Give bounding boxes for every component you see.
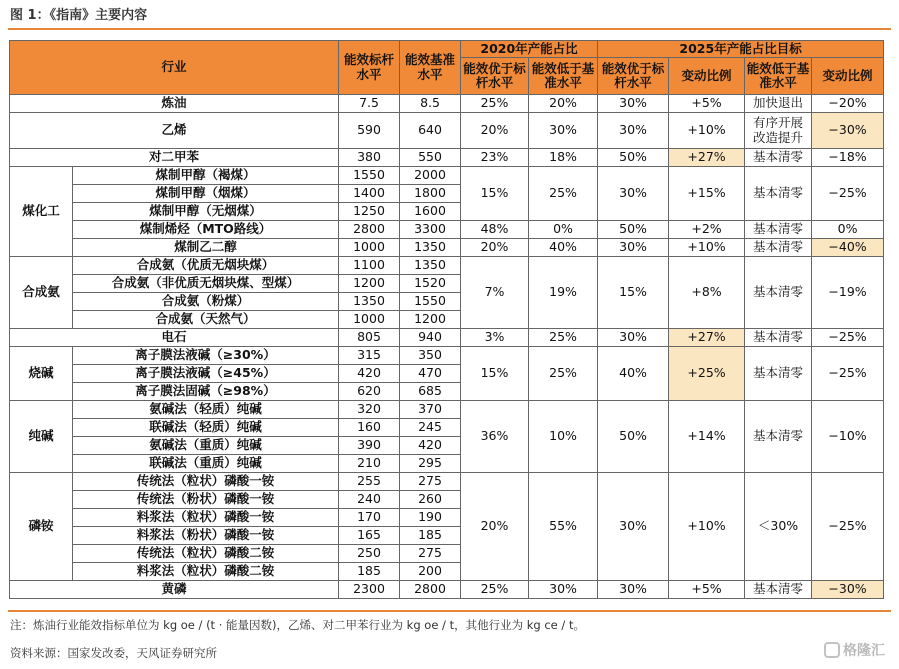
- cell-benchmark: 315: [339, 347, 400, 365]
- row-name: 合成氨（天然气）: [73, 311, 339, 329]
- cell-baseline: 185: [400, 527, 461, 545]
- row-name: 合成氨（优质无烟块煤）: [73, 257, 339, 275]
- cell-baseline: 550: [400, 149, 461, 167]
- table-row: [10, 329, 884, 347]
- cell-baseline: 640: [400, 113, 461, 149]
- cell-change-1: +14%: [669, 401, 745, 473]
- cell-baseline: 1200: [400, 311, 461, 329]
- table-row: [10, 167, 884, 185]
- category-label: 烧碱: [10, 347, 73, 401]
- cell-change-2: −25%: [812, 167, 884, 221]
- cell-worse-2025: 基本清零: [745, 149, 812, 167]
- cell-benchmark: 620: [339, 383, 400, 401]
- table-row: [10, 257, 884, 275]
- row-name: 离子膜法液碱（≥45%）: [73, 365, 339, 383]
- watermark-text: 格隆汇: [843, 643, 885, 659]
- cell-better-2025: 50%: [598, 221, 669, 239]
- cell-benchmark: 240: [339, 491, 400, 509]
- row-name: 料浆法（粒状）磷酸二铵: [73, 563, 339, 581]
- table-row: [10, 347, 884, 365]
- cell-worse-2025: 有序开展改造提升: [745, 113, 812, 149]
- cell-better-2025: 30%: [598, 581, 669, 599]
- cell-worse-2020: 40%: [529, 239, 598, 257]
- table-row: [10, 401, 884, 419]
- row-name: 传统法（粒状）磷酸二铵: [73, 545, 339, 563]
- row-name: 煤制甲醇（无烟煤）: [73, 203, 339, 221]
- cell-baseline: 1550: [400, 293, 461, 311]
- table-note: 注：炼油行业能效指标单位为 kg oe / (t · 能量因数)，乙烯、对二甲苯行业为 kg oe / t，其他行业为 kg ce / t。: [10, 618, 585, 632]
- cell-better-2025: 40%: [598, 347, 669, 401]
- cell-benchmark: 170: [339, 509, 400, 527]
- cell-baseline: 275: [400, 473, 461, 491]
- table-row: [10, 581, 884, 599]
- category-label: 煤化工: [10, 167, 73, 257]
- cell-better-2025: 50%: [598, 149, 669, 167]
- row-name: 氨碱法（轻质）纯碱: [73, 401, 339, 419]
- cell-change-2: −30%: [812, 113, 884, 149]
- cell-baseline: 940: [400, 329, 461, 347]
- figure-title: 图 1：《指南》主要内容: [10, 8, 148, 23]
- cell-baseline: 1600: [400, 203, 461, 221]
- cell-benchmark: 1400: [339, 185, 400, 203]
- cell-worse-2025: 基本清零: [745, 167, 812, 221]
- cell-worse-2025: ＜30%: [745, 473, 812, 581]
- row-name: 联碱法（轻质）纯碱: [73, 419, 339, 437]
- cell-better-2025: 30%: [598, 167, 669, 221]
- cell-change-1: +10%: [669, 113, 745, 149]
- cell-worse-2020: 25%: [529, 347, 598, 401]
- cell-better-2020: 3%: [461, 329, 529, 347]
- cell-change-1: +5%: [669, 581, 745, 599]
- cell-better-2020: 20%: [461, 473, 529, 581]
- cell-worse-2020: 30%: [529, 113, 598, 149]
- row-name: 离子膜法固碱（≥98%）: [73, 383, 339, 401]
- header-better-2025: 能效优于标杆水平: [598, 58, 669, 95]
- table-row: [10, 473, 884, 491]
- watermark-logo: [824, 640, 885, 660]
- cell-better-2020: 20%: [461, 113, 529, 149]
- header-worse-2020: 能效低于基准水平: [529, 58, 598, 95]
- logo-icon: [824, 642, 840, 658]
- row-name: 氨碱法（重质）纯碱: [73, 437, 339, 455]
- header-change-1: 变动比例: [669, 58, 745, 95]
- category-label: 纯碱: [10, 401, 73, 473]
- cell-baseline: 3300: [400, 221, 461, 239]
- row-name: 黄磷: [10, 581, 339, 599]
- cell-change-1: +10%: [669, 473, 745, 581]
- cell-worse-2020: 20%: [529, 95, 598, 113]
- cell-change-2: −30%: [812, 581, 884, 599]
- row-name: 传统法（粒状）磷酸一铵: [73, 473, 339, 491]
- table-row: [10, 221, 884, 239]
- row-name: 合成氨（非优质无烟块煤、型煤）: [73, 275, 339, 293]
- cell-baseline: 1350: [400, 239, 461, 257]
- cell-benchmark: 2300: [339, 581, 400, 599]
- header-better-2020: 能效优于标杆水平: [461, 58, 529, 95]
- cell-benchmark: 320: [339, 401, 400, 419]
- cell-better-2020: 15%: [461, 167, 529, 221]
- cell-benchmark: 185: [339, 563, 400, 581]
- cell-worse-2020: 10%: [529, 401, 598, 473]
- cell-benchmark: 1100: [339, 257, 400, 275]
- cell-better-2020: 20%: [461, 239, 529, 257]
- cell-benchmark: 160: [339, 419, 400, 437]
- cell-baseline: 245: [400, 419, 461, 437]
- row-name: 对二甲苯: [10, 149, 339, 167]
- row-name: 煤制乙二醇: [73, 239, 339, 257]
- header-industry: 行业: [10, 41, 339, 95]
- header-change-2: 变动比例: [812, 58, 884, 95]
- cell-change-1: +10%: [669, 239, 745, 257]
- row-name: 煤制甲醇（褐煤）: [73, 167, 339, 185]
- cell-better-2020: 48%: [461, 221, 529, 239]
- cell-better-2020: 7%: [461, 257, 529, 329]
- cell-worse-2020: 18%: [529, 149, 598, 167]
- cell-baseline: 350: [400, 347, 461, 365]
- cell-better-2020: 25%: [461, 581, 529, 599]
- cell-better-2020: 15%: [461, 347, 529, 401]
- cell-change-2: −25%: [812, 329, 884, 347]
- cell-worse-2020: 55%: [529, 473, 598, 581]
- cell-baseline: 1350: [400, 257, 461, 275]
- cell-benchmark: 7.5: [339, 95, 400, 113]
- row-name: 电石: [10, 329, 339, 347]
- cell-baseline: 370: [400, 401, 461, 419]
- cell-baseline: 470: [400, 365, 461, 383]
- table-row: [10, 113, 884, 149]
- cell-baseline: 685: [400, 383, 461, 401]
- row-name: 料浆法（粒状）磷酸一铵: [73, 509, 339, 527]
- cell-baseline: 8.5: [400, 95, 461, 113]
- cell-benchmark: 1000: [339, 239, 400, 257]
- cell-change-1: +27%: [669, 149, 745, 167]
- cell-benchmark: 1350: [339, 293, 400, 311]
- cell-worse-2025: 基本清零: [745, 221, 812, 239]
- cell-better-2020: 36%: [461, 401, 529, 473]
- cell-change-1: +25%: [669, 347, 745, 401]
- row-name: 联碱法（重质）纯碱: [73, 455, 339, 473]
- guideline-table: [9, 40, 884, 599]
- cell-baseline: 295: [400, 455, 461, 473]
- cell-change-2: −25%: [812, 347, 884, 401]
- row-name: 合成氨（粉煤）: [73, 293, 339, 311]
- cell-benchmark: 255: [339, 473, 400, 491]
- cell-worse-2020: 19%: [529, 257, 598, 329]
- cell-change-2: −40%: [812, 239, 884, 257]
- header-2025: 2025年产能占比目标: [598, 41, 884, 58]
- cell-change-2: −20%: [812, 95, 884, 113]
- cell-worse-2020: 30%: [529, 581, 598, 599]
- header-2020: 2020年产能占比: [461, 41, 598, 58]
- cell-better-2025: 15%: [598, 257, 669, 329]
- cell-baseline: 260: [400, 491, 461, 509]
- cell-better-2025: 30%: [598, 473, 669, 581]
- cell-better-2025: 30%: [598, 113, 669, 149]
- cell-better-2020: 25%: [461, 95, 529, 113]
- row-name: 乙烯: [10, 113, 339, 149]
- cell-better-2025: 30%: [598, 95, 669, 113]
- header-baseline: 能效基准水平: [400, 41, 461, 95]
- cell-worse-2025: 基本清零: [745, 329, 812, 347]
- cell-baseline: 190: [400, 509, 461, 527]
- cell-worse-2020: 25%: [529, 329, 598, 347]
- table-row: [10, 239, 884, 257]
- top-rule: [8, 28, 891, 30]
- cell-worse-2025: 基本清零: [745, 347, 812, 401]
- cell-baseline: 275: [400, 545, 461, 563]
- cell-baseline: 1800: [400, 185, 461, 203]
- cell-benchmark: 250: [339, 545, 400, 563]
- cell-better-2025: 50%: [598, 401, 669, 473]
- table-row: [10, 149, 884, 167]
- cell-baseline: 200: [400, 563, 461, 581]
- row-name: 离子膜法液碱（≥30%）: [73, 347, 339, 365]
- row-name: 煤制甲醇（烟煤）: [73, 185, 339, 203]
- cell-change-2: −10%: [812, 401, 884, 473]
- cell-baseline: 2800: [400, 581, 461, 599]
- cell-benchmark: 210: [339, 455, 400, 473]
- cell-benchmark: 420: [339, 365, 400, 383]
- bottom-rule: [8, 610, 891, 612]
- row-name: 传统法（粉状）磷酸一铵: [73, 491, 339, 509]
- cell-change-1: +5%: [669, 95, 745, 113]
- cell-worse-2025: 基本清零: [745, 257, 812, 329]
- cell-worse-2025: 基本清零: [745, 581, 812, 599]
- table-row: [10, 95, 884, 113]
- cell-change-2: −25%: [812, 473, 884, 581]
- category-label: 磷铵: [10, 473, 73, 581]
- row-name: 料浆法（粉状）磷酸一铵: [73, 527, 339, 545]
- cell-change-2: −18%: [812, 149, 884, 167]
- cell-worse-2020: 25%: [529, 167, 598, 221]
- cell-better-2025: 30%: [598, 329, 669, 347]
- row-name: 煤制烯烃（MTO路线）: [73, 221, 339, 239]
- cell-change-2: 0%: [812, 221, 884, 239]
- cell-better-2025: 30%: [598, 239, 669, 257]
- cell-change-2: −19%: [812, 257, 884, 329]
- cell-benchmark: 805: [339, 329, 400, 347]
- cell-worse-2025: 基本清零: [745, 239, 812, 257]
- cell-baseline: 420: [400, 437, 461, 455]
- cell-change-1: +8%: [669, 257, 745, 329]
- cell-benchmark: 590: [339, 113, 400, 149]
- cell-worse-2020: 0%: [529, 221, 598, 239]
- row-name: 炼油: [10, 95, 339, 113]
- category-label: 合成氨: [10, 257, 73, 329]
- cell-benchmark: 1550: [339, 167, 400, 185]
- cell-change-1: +2%: [669, 221, 745, 239]
- cell-benchmark: 1200: [339, 275, 400, 293]
- cell-benchmark: 390: [339, 437, 400, 455]
- cell-benchmark: 1000: [339, 311, 400, 329]
- cell-benchmark: 1250: [339, 203, 400, 221]
- cell-baseline: 1520: [400, 275, 461, 293]
- cell-worse-2025: 基本清零: [745, 401, 812, 473]
- cell-change-1: +27%: [669, 329, 745, 347]
- header-benchmark: 能效标杆水平: [339, 41, 400, 95]
- cell-change-1: +15%: [669, 167, 745, 221]
- header-worse-2025: 能效低于基准水平: [745, 58, 812, 95]
- cell-worse-2025: 加快退出: [745, 95, 812, 113]
- cell-benchmark: 380: [339, 149, 400, 167]
- data-source: 资料来源：国家发改委，天风证券研究所: [10, 646, 217, 660]
- cell-benchmark: 2800: [339, 221, 400, 239]
- cell-better-2020: 23%: [461, 149, 529, 167]
- cell-baseline: 2000: [400, 167, 461, 185]
- cell-benchmark: 165: [339, 527, 400, 545]
